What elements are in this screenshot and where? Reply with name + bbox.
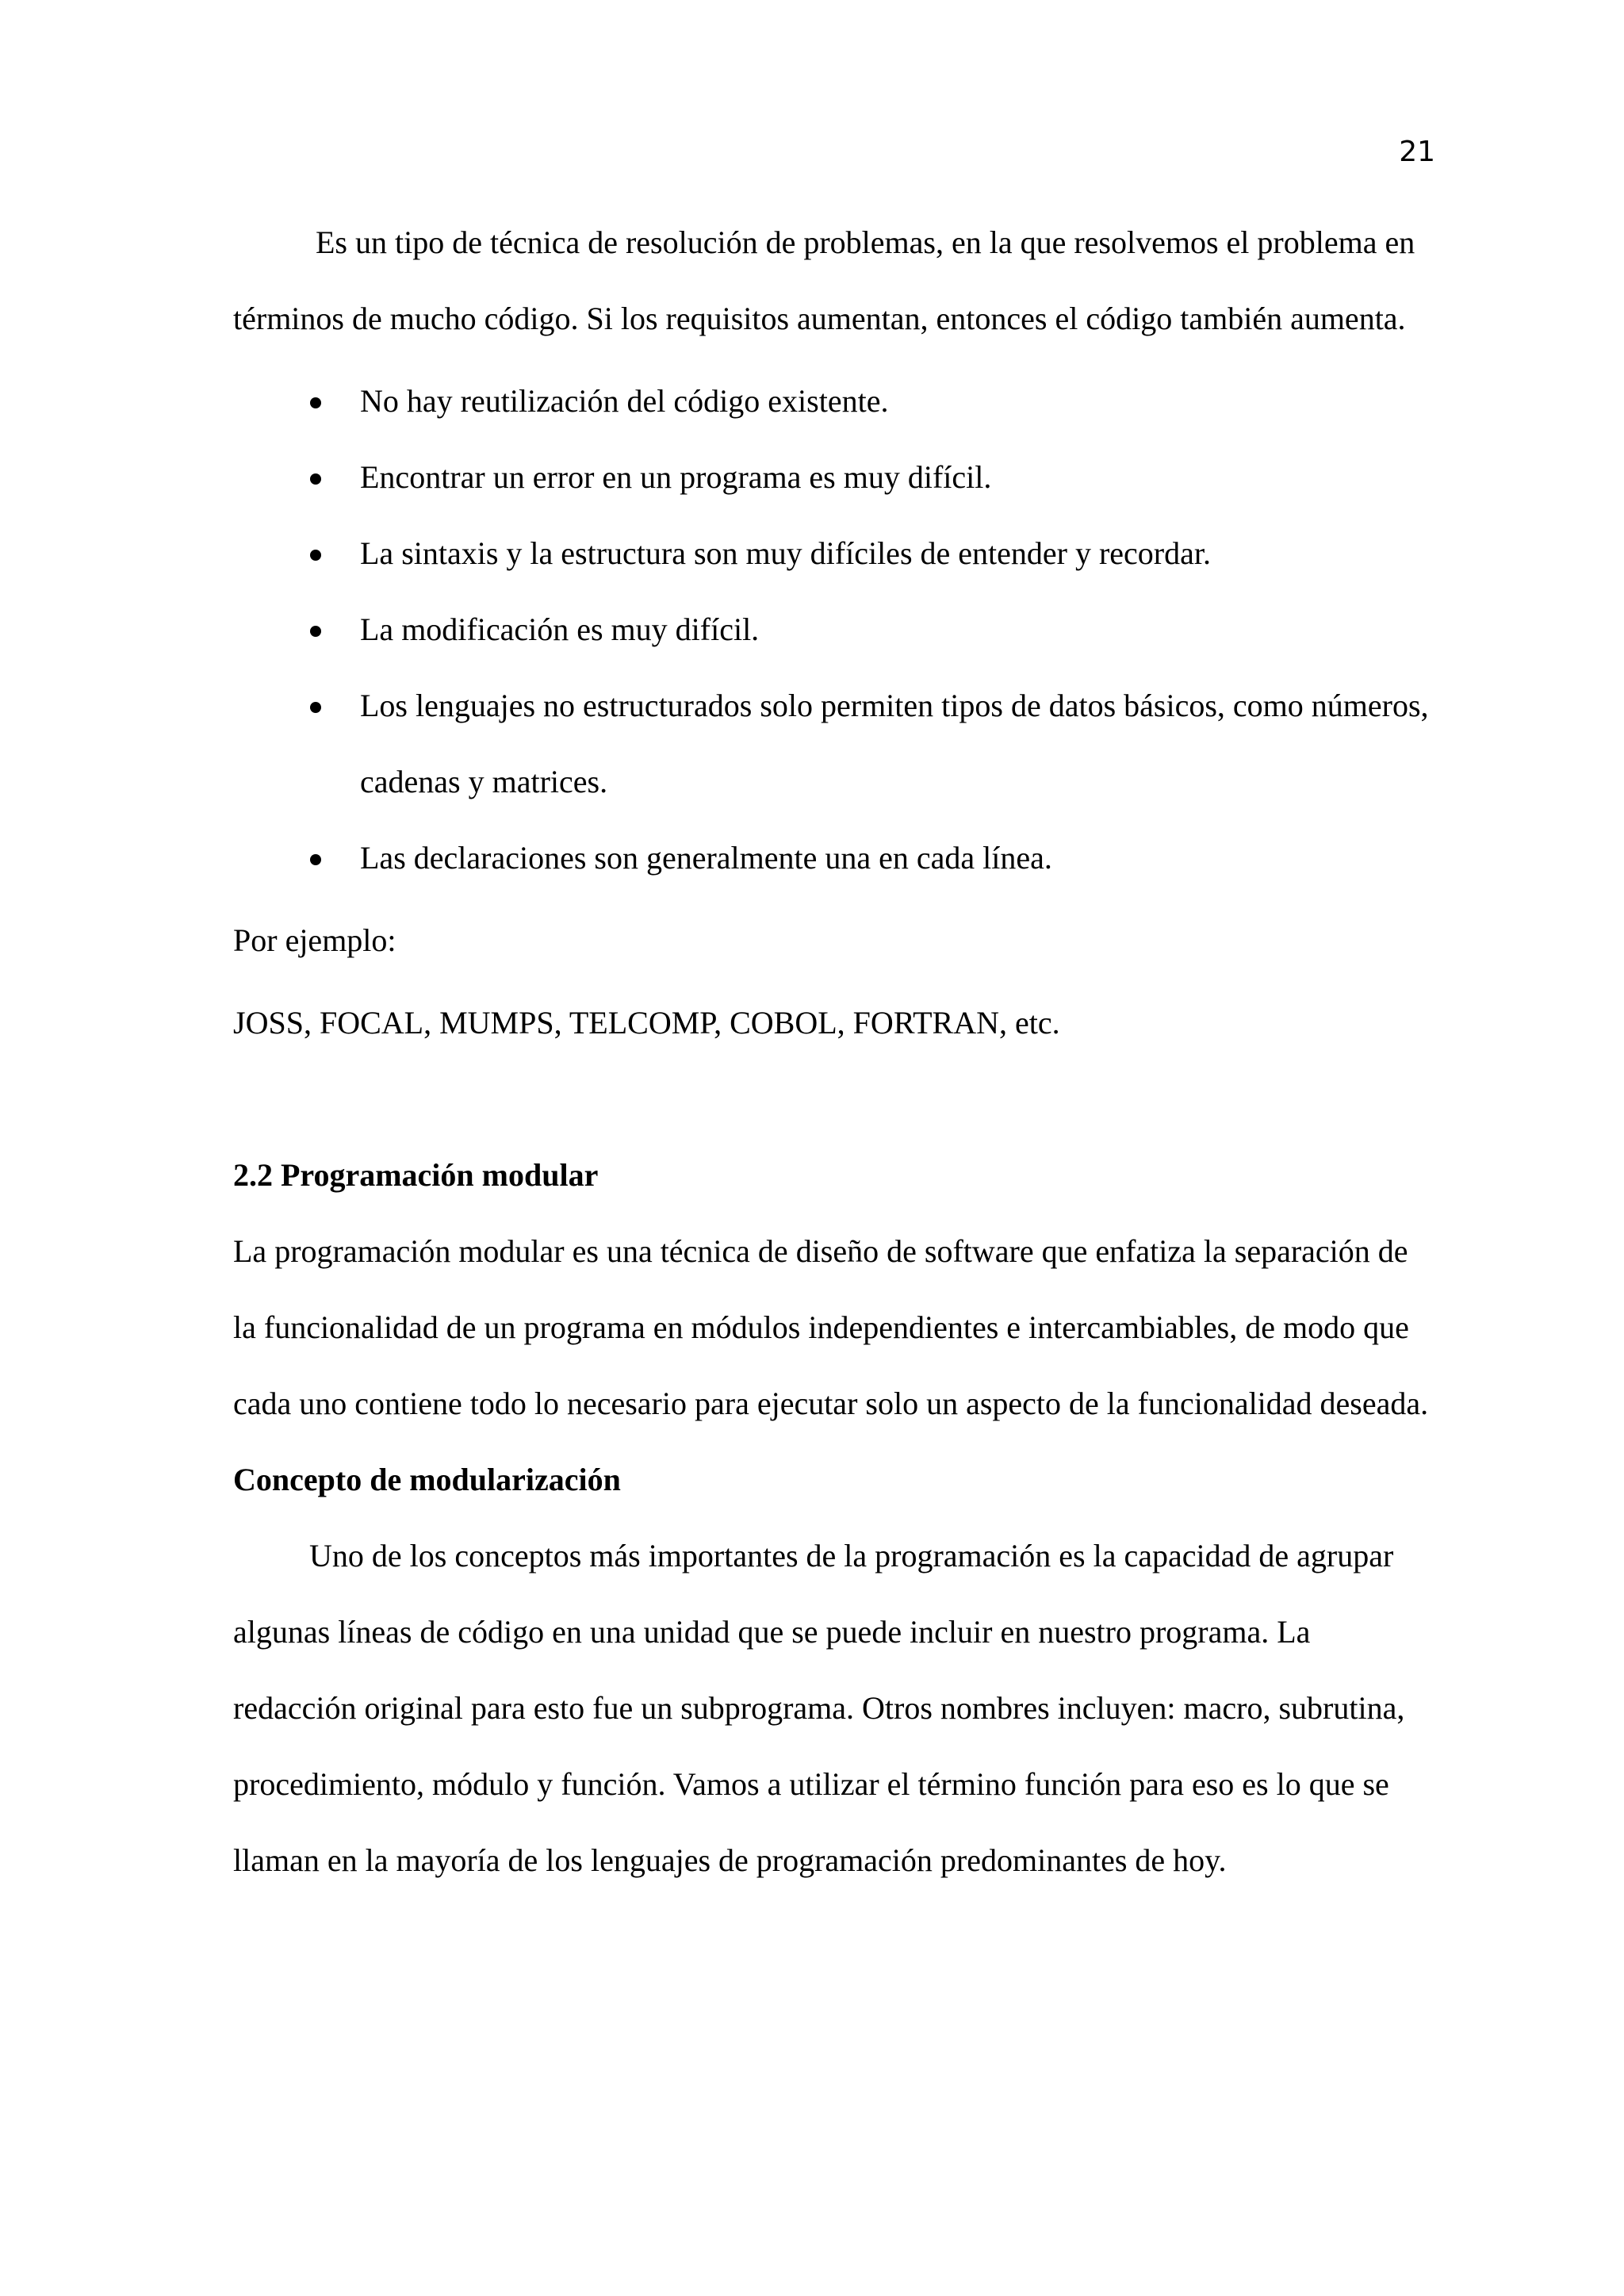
list-item [233, 439, 1438, 516]
list-item-text: Las declaraciones son generalmente una en cada línea. [360, 840, 1052, 876]
section-heading-modular: 2.2 Programación modular [233, 1157, 599, 1193]
page-number: 21 [1399, 136, 1435, 168]
list-item [233, 516, 1438, 592]
bullet-icon [310, 702, 321, 713]
bullet-icon [310, 473, 321, 485]
example-label: Por ejemplo: [233, 922, 396, 958]
bullet-icon [310, 626, 321, 637]
bullet-icon [310, 854, 321, 865]
list-item-text: La sintaxis y la estructura son muy difíciles de entender y recordar. [360, 535, 1211, 571]
bullet-icon [310, 397, 321, 408]
list-item [233, 820, 1438, 896]
document-body [233, 205, 1438, 1899]
concept-paragraph: Uno de los conceptos más importantes de la programación es la capacidad de agrupar algunas líneas de código en una unidad que se puede incluir en nuestro programa. La redacción original para esto fue un subprograma. Otros nombres incluyen: macro, subrutina, procedimiento, módulo y función. Vamos a utilizar el término función para eso es lo que se llaman en la mayoría de los lenguajes de programación predominantes de hoy. [233, 1538, 1405, 1878]
list-item-text: Los lenguajes no estructurados solo permiten tipos de datos básicos, como números, cadenas y matrices. [360, 688, 1429, 799]
spacer [233, 357, 1438, 363]
modular-paragraph: La programación modular es una técnica de diseño de software que enfatiza la separación de la funcionalidad de un programa en módulos independientes e intercambiables, de modo que cada uno contiene todo lo necesario para ejecutar solo un aspecto de la funcionalidad deseada. [233, 1233, 1429, 1421]
section-heading-concept: Concepto de modularización [233, 1462, 621, 1497]
intro-paragraph: Es un tipo de técnica de resolución de problemas, en la que resolvemos el problema en términos de mucho código. Si los requisitos aumentan, entonces el código también aumenta. [233, 224, 1415, 336]
list-item-text: No hay reutilización del código existente. [360, 383, 889, 419]
spacer [233, 1064, 1438, 1137]
list-item [233, 363, 1438, 439]
drawbacks-list [233, 363, 1438, 896]
bullet-icon [310, 550, 321, 561]
list-item [233, 668, 1438, 820]
list-item [233, 592, 1438, 668]
list-item-text: Encontrar un error en un programa es muy difícil. [360, 459, 992, 495]
list-item-text: La modificación es muy difícil. [360, 611, 760, 647]
example-languages: JOSS, FOCAL, MUMPS, TELCOMP, COBOL, FORTRAN, etc. [233, 1005, 1060, 1041]
